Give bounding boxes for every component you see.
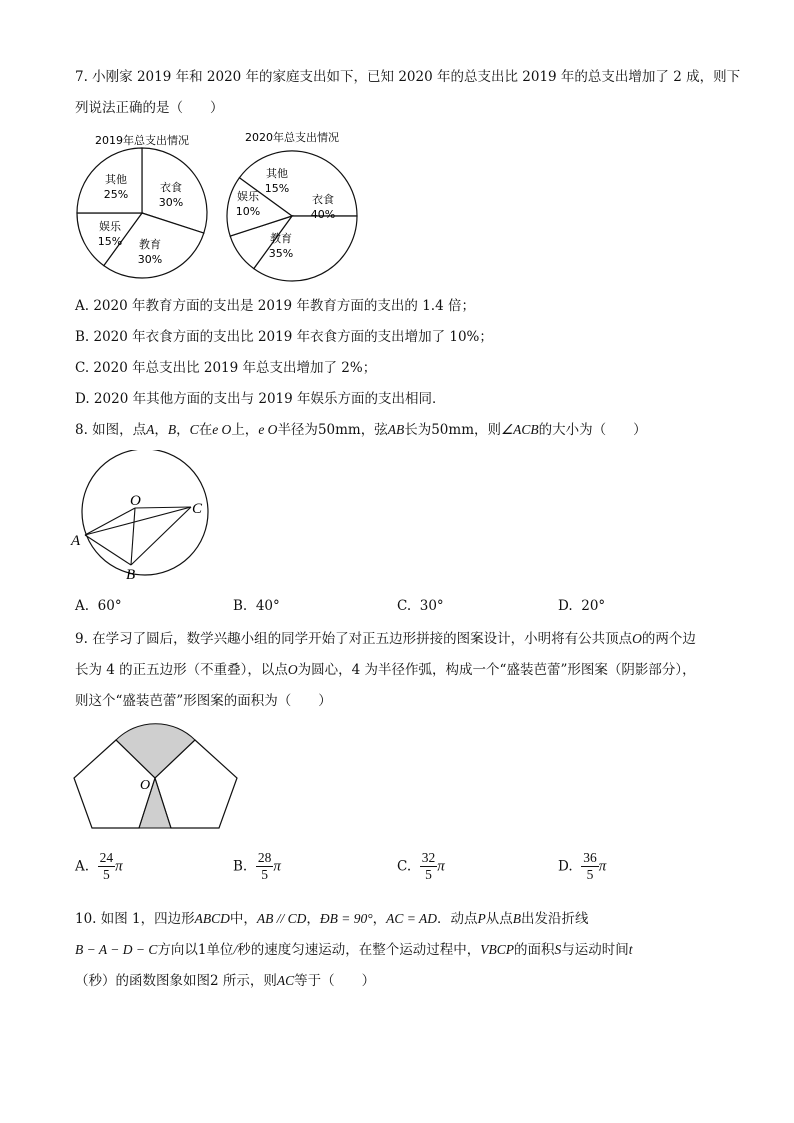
q9-option-c-fraction bbox=[420, 850, 438, 883]
q9-option-c-num: 32 bbox=[421, 850, 436, 865]
pie2-slice-2-value: 10% bbox=[235, 205, 261, 218]
q8-point-c: C bbox=[189, 422, 199, 437]
q10-l1-text-i: ．动点 bbox=[437, 911, 478, 927]
q10-line2 bbox=[75, 941, 632, 959]
q8-option-a-value: 60° bbox=[97, 598, 122, 614]
q9-line2-text-b: 为圆心，4 为半径作弧，构成一个“盛装芭蕾”形图案（阴影部分）， bbox=[297, 662, 696, 678]
label-o: O bbox=[130, 493, 141, 509]
label-o-q9: O bbox=[140, 778, 151, 793]
q8-option-d-value: 20° bbox=[581, 598, 606, 614]
q10-l2-text-h: 与运动时间 bbox=[561, 942, 629, 958]
q10-line3 bbox=[75, 972, 375, 990]
segment-bc bbox=[131, 507, 191, 565]
q8-circle-figure bbox=[68, 450, 218, 585]
label-b: B bbox=[126, 567, 136, 583]
q10-triangle-bcp: VBCP bbox=[480, 942, 514, 957]
q7-option-b: B. 2020 年衣食方面的支出比 2019 年衣食方面的支出增加了 10%； bbox=[75, 329, 493, 345]
q8-option-c bbox=[397, 597, 444, 615]
q9-line1-text-a: 9. 在学习了圆后，数学兴趣小组的同学开始了对正五边形拼接的图案设计，小明将有公共顶点 bbox=[75, 631, 633, 647]
label-c: C bbox=[192, 501, 203, 517]
q8-option-b bbox=[233, 597, 280, 615]
q8-text-1: 8. 如图，点 bbox=[75, 422, 147, 438]
q8-angle-acb: ∠ACB bbox=[501, 422, 539, 437]
q10-l1-text-k: 从点 bbox=[485, 911, 513, 927]
q7-option-a: A. 2020 年教育方面的支出是 2019 年教育方面的支出的 1.4 倍； bbox=[75, 298, 475, 314]
pie2-slice-3-label: 其他 bbox=[266, 167, 288, 180]
pie2-slice-2-label: 娱乐 bbox=[237, 190, 259, 203]
q10-slash: / bbox=[233, 942, 238, 957]
q8-option-b-value: 40° bbox=[255, 598, 280, 614]
q9-option-b-label: B. bbox=[233, 858, 248, 875]
q8-text-10: 的大小为（ ） bbox=[538, 422, 647, 438]
q9-option-b-den: 5 bbox=[261, 867, 268, 882]
pie1-slice-1-label: 教育 bbox=[139, 238, 161, 251]
q10-l2-text-b: 方向以1单位 bbox=[157, 942, 234, 958]
q7-stem-line2: 列说法正确的是（ ） bbox=[75, 100, 224, 116]
q10-l1-text-e: ， bbox=[306, 911, 320, 927]
q9-option-b-fraction bbox=[256, 850, 274, 883]
q9-option-b-num: 28 bbox=[257, 850, 272, 865]
pie1-title: 2019年总支出情况 bbox=[95, 134, 189, 147]
q9-option-a-num: 24 bbox=[99, 850, 114, 865]
q9-option-c-den: 5 bbox=[425, 867, 432, 882]
q9-option-d-fraction bbox=[581, 850, 599, 883]
q9-line1 bbox=[75, 630, 696, 648]
q10-l1-text-g: ， bbox=[372, 911, 387, 927]
q9-option-d-label: D. bbox=[558, 858, 573, 875]
q10-l1-text-c: 中， bbox=[229, 911, 257, 927]
q10-path: B − A − D − C bbox=[75, 942, 158, 957]
q9-option-d-pi: π bbox=[598, 858, 607, 875]
pie1-slice-0-label: 衣食 bbox=[160, 181, 182, 194]
q9-option-d bbox=[558, 850, 606, 883]
q9-option-d-den: 5 bbox=[586, 867, 594, 882]
q9-line1-text-b: 的两个边 bbox=[641, 631, 696, 647]
circle-o bbox=[82, 450, 208, 575]
segment-ab bbox=[85, 535, 131, 565]
q9-option-a-den: 5 bbox=[103, 867, 110, 882]
pie-2020 bbox=[227, 151, 357, 281]
q10-angle-b: ÐB = 90° bbox=[319, 911, 373, 926]
q7-pie-charts bbox=[70, 125, 360, 285]
q8-option-c-value: 30° bbox=[419, 598, 444, 614]
pie1-slice-3-label: 其他 bbox=[105, 173, 127, 186]
q10-l1-text-m: 出发沿折线 bbox=[521, 911, 589, 927]
pie-2019 bbox=[77, 148, 207, 278]
q7-option-d: D. 2020 年其他方面的支出与 2019 年娱乐方面的支出相同． bbox=[75, 391, 446, 407]
q10-l2-text-d: 秒的速度匀速运动，在整个运动过程中， bbox=[237, 942, 481, 958]
segment-oa bbox=[85, 508, 135, 535]
q9-option-a-fraction bbox=[98, 850, 116, 883]
q9-option-b bbox=[233, 850, 281, 883]
q8-option-a-label: A. bbox=[75, 598, 90, 614]
q9-option-a bbox=[75, 850, 123, 883]
pie2-slice-0-value: 40% bbox=[310, 208, 336, 221]
q9-option-a-label: A. bbox=[75, 858, 90, 875]
pie1-slice-0-value: 30% bbox=[158, 196, 184, 209]
q10-segment-ac: AC bbox=[276, 973, 295, 988]
q8-option-b-label: B. bbox=[233, 598, 248, 614]
q10-l2-text-f: 的面积 bbox=[513, 942, 555, 958]
q9-pentagon-figure bbox=[70, 722, 245, 834]
q8-text-8: 长为 bbox=[404, 422, 432, 438]
q9-point-o-1: O bbox=[632, 631, 642, 646]
q10-area-s: S bbox=[554, 942, 562, 957]
pie1-slice-3-value: 25% bbox=[103, 188, 129, 201]
q9-line2-text-a: 长为 4 的正五边形（不重叠），以点 bbox=[75, 662, 288, 678]
pie2-slice-0-label: 衣食 bbox=[312, 193, 334, 206]
q8-option-d-label: D. bbox=[558, 598, 573, 614]
q10-l3-text-c: 等于（ ） bbox=[294, 973, 376, 989]
label-a: A bbox=[71, 533, 81, 549]
segment-ob bbox=[131, 508, 135, 565]
q8-text-6: 半径为 bbox=[277, 422, 318, 438]
q8-length: 50mm bbox=[431, 422, 474, 438]
q8-option-d bbox=[558, 597, 605, 615]
q9-option-c-pi: π bbox=[437, 858, 445, 875]
pie1-slice-1-value: 30% bbox=[137, 253, 163, 266]
pie2-slice-1-value: 35% bbox=[268, 247, 294, 260]
q8-circle-o-2: e O bbox=[258, 422, 278, 437]
q9-line3: 则这个“盛装芭蕾”形图案的面积为（ ） bbox=[75, 693, 332, 709]
q9-option-b-pi: π bbox=[273, 858, 281, 875]
q8-point-b: B bbox=[167, 422, 177, 437]
q10-point-p: P bbox=[477, 911, 486, 926]
q9-option-c bbox=[397, 850, 445, 883]
q9-option-d-num: 36 bbox=[583, 850, 597, 865]
q8-text-9: ，则 bbox=[474, 422, 501, 438]
q8-text-3: ， bbox=[176, 422, 190, 438]
pie2-slice-1-label: 教育 bbox=[270, 232, 292, 245]
q9-option-c-label: C. bbox=[397, 858, 412, 875]
q8-text-7: ，弦 bbox=[360, 422, 388, 438]
q7-stem-line1: 7. 小刚家 2019 年和 2020 年的家庭支出如下，已知 2020 年的总支出比 2019 年的总支出增加了 2 成，则下 bbox=[75, 69, 741, 85]
q10-l1-text-a: 10. 如图 1，四边形 bbox=[75, 911, 195, 927]
segment-oc bbox=[135, 507, 191, 508]
q10-ac-ad: AC = AD bbox=[386, 911, 438, 926]
pie1-slice-2-label: 娱乐 bbox=[99, 220, 121, 233]
q7-option-c: C. 2020 年总支出比 2019 年总支出增加了 2%； bbox=[75, 360, 377, 376]
q10-parallel: AB // CD bbox=[256, 911, 307, 926]
q8-point-a: A bbox=[146, 422, 155, 437]
q9-line2 bbox=[75, 661, 696, 679]
q8-stem bbox=[75, 421, 647, 439]
q10-time-t: t bbox=[628, 942, 633, 957]
q10-l3-text-a: （秒）的函数图象如图2 所示，则 bbox=[75, 973, 277, 989]
pie2-title: 2020年总支出情况 bbox=[245, 131, 339, 144]
q9-option-a-pi: π bbox=[115, 858, 123, 875]
q8-option-c-label: C. bbox=[397, 598, 412, 614]
q8-text-2: ， bbox=[154, 422, 168, 438]
q10-line1 bbox=[75, 910, 589, 928]
q10-quad-abcd: ABCD bbox=[194, 911, 230, 926]
q9-point-o-2: O bbox=[287, 662, 298, 677]
q8-radius: 50mm bbox=[317, 422, 361, 438]
q8-chord-ab: AB bbox=[387, 422, 405, 437]
q8-text-5: 上， bbox=[231, 422, 259, 438]
q8-circle-o-1: e O bbox=[212, 422, 232, 437]
q10-point-b: B bbox=[512, 911, 522, 926]
pie2-slice-3-value: 15% bbox=[264, 182, 290, 195]
segment-ac bbox=[85, 507, 191, 535]
pie1-slice-2-value: 15% bbox=[97, 235, 123, 248]
q8-option-a bbox=[75, 597, 122, 615]
q8-text-4: 在 bbox=[198, 422, 213, 438]
